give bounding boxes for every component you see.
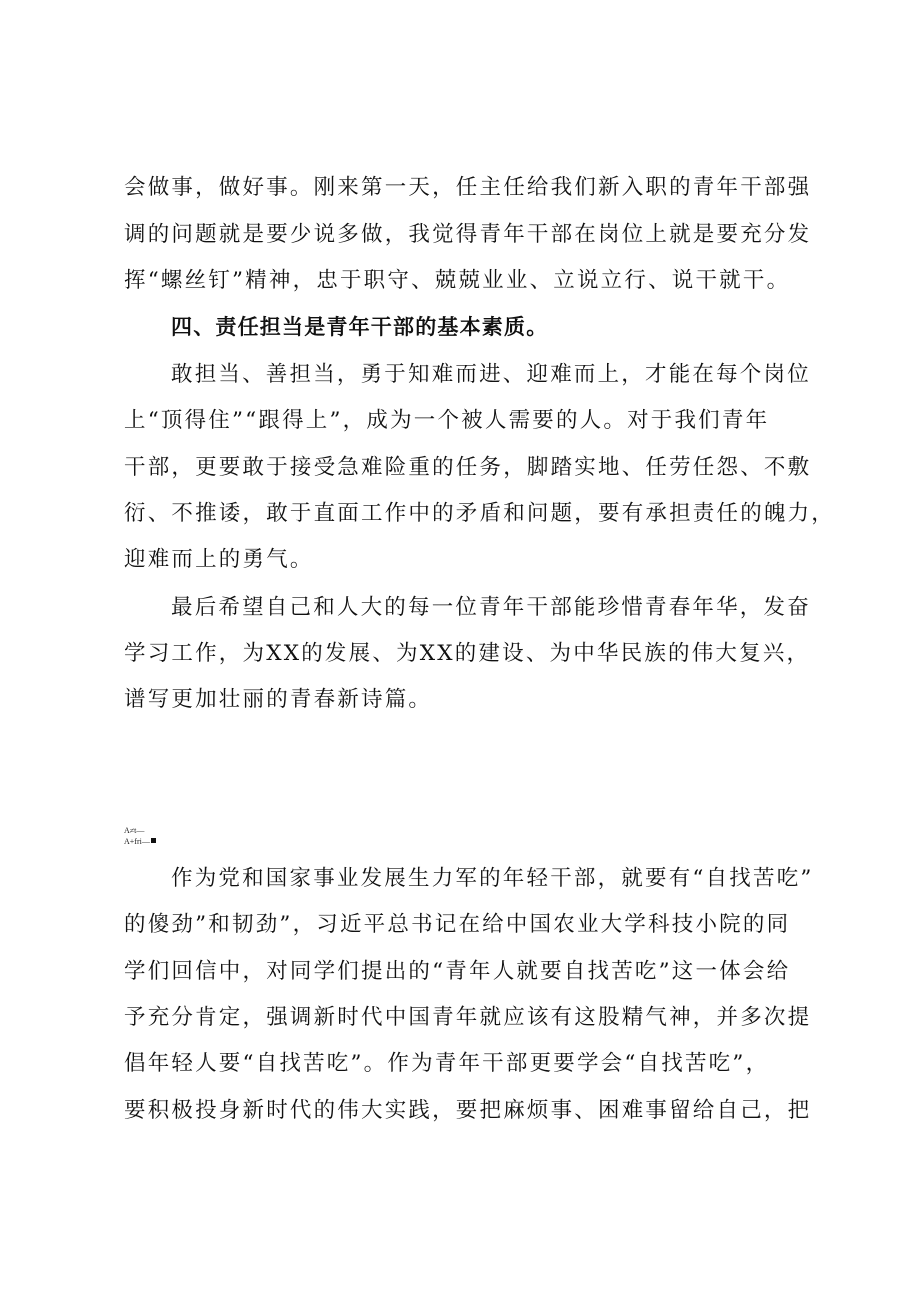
paragraph-intro-line-1: 会做事，做好事。刚来第一天，任主任给我们新入职的青年干部强 — [124, 175, 812, 200]
paragraph-next-line-5: 倡年轻人要“自找苦吃”。作为青年干部更要学会“自找苦吃”， — [124, 1051, 770, 1076]
section-heading: 四、责任担当是青年干部的基本素质。 — [171, 315, 549, 339]
paragraph-next-line-2: 的傻劲”和韧劲”，习近平总书记在给中国农业大学科技小院的同 — [124, 912, 791, 937]
paragraph-next-line-3: 学们回信中，对同学们提出的“青年人就要自找苦吃”这一体会给 — [124, 959, 791, 984]
square-mark-icon — [151, 838, 156, 843]
paragraph-intro-line-3: 挥“螺丝钉”精神，忠于职守、兢兢业业、立说立行、说干就干。 — [124, 268, 791, 293]
small-note-line-2 — [124, 837, 156, 847]
paragraph-next-line-4: 予充分肯定，强调新时代中国青年就应该有这股精气神，并多次提 — [124, 1005, 812, 1030]
paragraph-closing-line-1: 最后希望自己和人大的每一位青年干部能珍惜青春年华，发奋 — [171, 595, 811, 620]
paragraph-responsibility-line-1: 敢担当、善担当，勇于知难而进、迎难而上，才能在每个岗位 — [171, 362, 811, 387]
paragraph-closing-line-2: 学习工作，为XX的发展、为XX的建设、为中华民族的伟大复兴， — [124, 641, 811, 666]
paragraph-responsibility-line-3: 干部，更要敢于接受急难险重的任务，脚踏实地、任劳任怨、不敷 — [124, 455, 812, 480]
paragraph-next-line-1: 作为党和国家事业发展生力军的年轻干部，就要有“自找苦吃” — [171, 866, 814, 891]
small-note-line-2-text: A+fri— — [124, 837, 150, 846]
paragraph-closing-line-3: 谱写更加壮丽的青春新诗篇。 — [124, 687, 433, 712]
paragraph-intro-line-2: 调的问题就是要少说多做，我觉得青年干部在岗位上就是要充分发 — [124, 222, 812, 247]
paragraph-responsibility-line-2: 上“顶得住”“跟得上”，成为一个被人需要的人。对于我们青年 — [124, 408, 770, 433]
paragraph-responsibility-line-5: 迎难而上的勇气。 — [124, 547, 314, 572]
paragraph-next-line-6: 要积极投身新时代的伟大实践，要把麻烦事、困难事留给自己，把 — [124, 1098, 812, 1123]
small-note-line-1: A≠t— — [124, 826, 145, 835]
paragraph-responsibility-line-4: 衍、不推诿，敢于直面工作中的矛盾和问题，要有承担责任的魄力， — [124, 501, 836, 526]
